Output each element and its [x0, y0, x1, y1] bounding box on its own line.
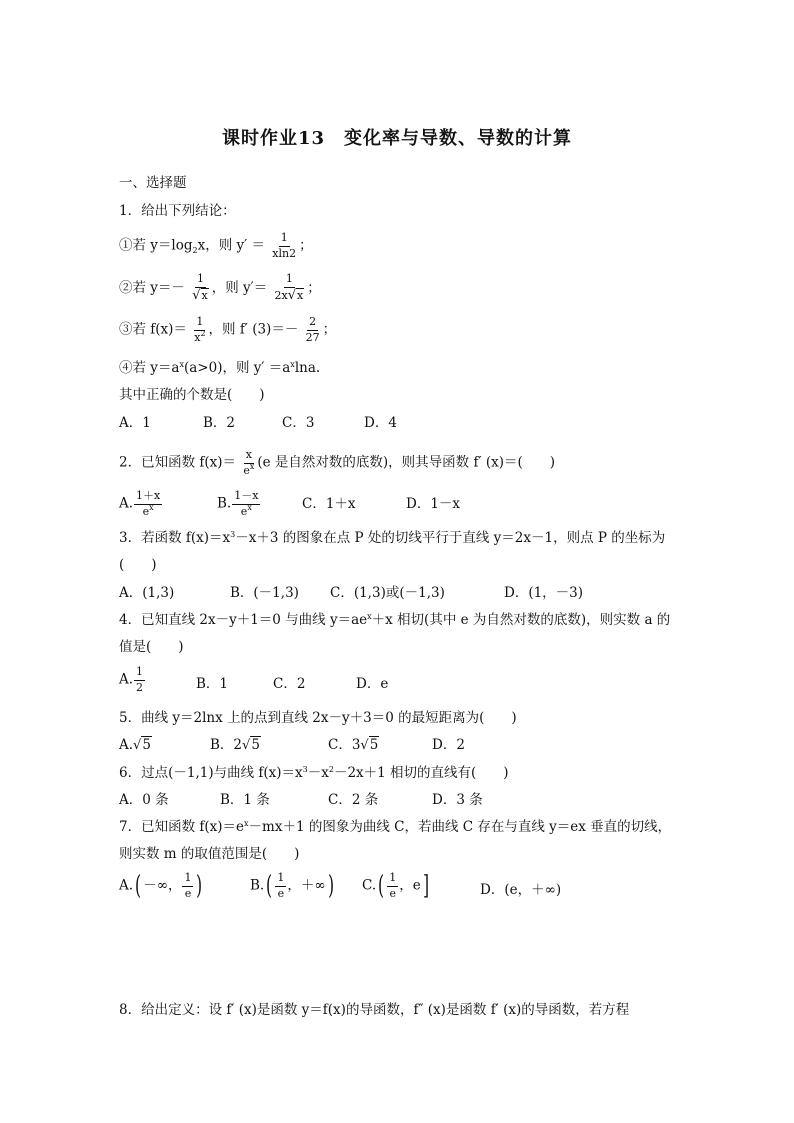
q1-statement-3: ③若 f(x)＝ $\frac{1}{x^2}$ ，则 f′ (3)＝－ $\frac{2}{27}$ ； — [119, 315, 337, 344]
q3-option-c: C．(1,3)或(－1,3) — [330, 585, 445, 601]
q7-option-c: C.( $\frac{1}{e}$ ，e] — [362, 871, 429, 902]
q1-statement-1: ①若 $y=\log_2x$，则 y′ ＝ $\frac{1}{xln2}$ ； — [119, 231, 313, 260]
q3-option-a: A．(1,3) — [119, 585, 175, 601]
q4-option-d: D．e — [356, 676, 389, 692]
q2-stem: 2．已知函数 f(x)＝ $\frac{x}{e^x}$ (e 是自然对数的底数)，则其导函数 f′ (x)＝( ) — [119, 448, 555, 477]
q6-option-b: B．1 条 — [220, 792, 270, 808]
q2-option-c: C．1＋x — [302, 496, 356, 512]
q3-option-d: D．(1，－3) — [504, 585, 584, 601]
q7-stem-cont: 则实数 m 的取值范围是( ) — [119, 846, 300, 862]
q3-stem: 3．若函数 $f(x)=x^3-x+3$ 的图象在点 P 处的切线平行于直线 y＝2x－1，则点 P 的坐标为 — [119, 530, 666, 546]
q1-option-a: A．1 — [119, 415, 151, 431]
page-title: 课时作业13 变化率与导数、导数的计算 — [221, 128, 573, 149]
q3-stem-cont: ( ) — [119, 557, 157, 573]
q7-option-d: D．(e，＋∞) — [480, 882, 562, 898]
q2-option-b: B. $\frac{1-x}{e^x}$ — [217, 489, 259, 518]
q1-option-b: B．2 — [203, 415, 236, 431]
q6-option-c: C．2 条 — [328, 792, 379, 808]
q6-stem: 6．过点(－1,1)与曲线 $f(x)=x^3-x^2-2x+1$ 相切的直线有( ) — [119, 765, 509, 781]
q1-option-d: D．4 — [364, 415, 397, 431]
q5-stem: 5．曲线 y＝2lnx 上的点到直线 2x－y＋3＝0 的最短距离为( ) — [119, 710, 517, 726]
q7-option-b: B.( $\frac{1}{e}$ ，＋∞) — [250, 871, 334, 902]
q3-option-b: B．(－1,3) — [230, 585, 299, 601]
q1-option-c: C．3 — [282, 415, 315, 431]
q5-option-b: B．2√5 — [210, 737, 260, 753]
q1-ask: 其中正确的个数是( ) — [119, 387, 265, 403]
q1-statement-4: ④若 $y=a^x(a>0)$，则 $y' =a^x\ln a$. — [119, 360, 321, 376]
q7-option-a: A.( －∞， $\frac{1}{e}$ ) — [119, 871, 203, 902]
q8-stem: 8．给出定义：设 f′ (x)是函数 y＝f(x)的导函数，f″ (x)是函数 f′ (x)的导函数，若方程 — [119, 1002, 630, 1018]
q2-option-d: D．1－x — [406, 496, 461, 512]
q4-stem-cont: 值是( ) — [119, 639, 184, 655]
q4-option-c: C．2 — [273, 676, 306, 692]
q5-option-a: A.√5 — [119, 737, 151, 753]
q5-option-c: C．3√5 — [328, 737, 379, 753]
q5-option-d: D．2 — [432, 737, 465, 753]
q6-option-d: D．3 条 — [432, 792, 483, 808]
q4-option-b: B．1 — [196, 676, 229, 692]
q4-option-a: A. $\frac{1}{2}$ — [119, 665, 144, 694]
q1-stem: 1．给出下列结论： — [119, 203, 236, 219]
q2-option-a: A. $\frac{1+x}{e^x}$ — [119, 489, 161, 518]
q4-stem: 4．已知直线 2x－y＋1＝0 与曲线 $y=ae^x+x$ 相切(其中 e 为自然对数的底数)，则实数 a 的 — [119, 612, 671, 628]
q6-option-a: A．0 条 — [119, 792, 169, 808]
q1-statement-2: ②若 y＝－ $\frac{1}{√x}$ ，则 y′＝ $\frac{1}{2x√x}$ ； — [119, 272, 321, 303]
q7-stem: 7．已知函数 $f(x)=e^x-mx+1$ 的图象为曲线 C，若曲线 C 存在与直线 y＝ex 垂直的切线， — [119, 819, 672, 835]
section-heading: 一、选择题 — [119, 175, 187, 191]
